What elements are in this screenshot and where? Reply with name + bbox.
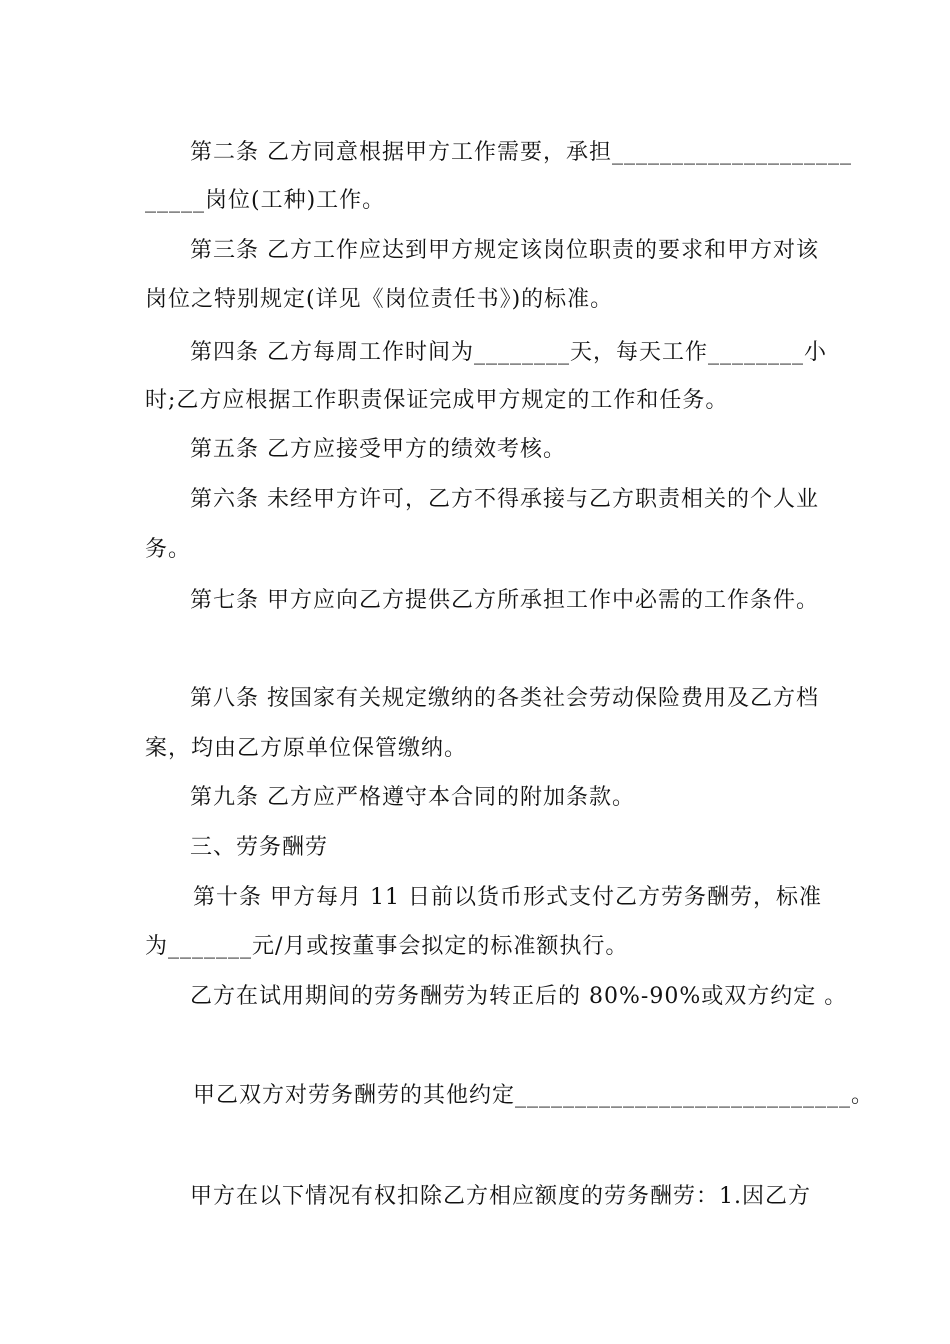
article-5-line: 第五条 乙方应接受甲方的绩效考核。 bbox=[190, 437, 566, 462]
article-6-line-1: 第六条 未经甲方许可，乙方不得承接与乙方职责相关的个人业 bbox=[190, 487, 819, 512]
article-4-line-1: 第四条 乙方每周工作时间为________天，每天工作________小 bbox=[190, 340, 827, 365]
article-3-line-2: 岗位之特别规定(详见《岗位责任书》)的标准。 bbox=[145, 287, 614, 312]
article-8-line-1: 第八条 按国家有关规定缴纳的各类社会劳动保险费用及乙方档 bbox=[190, 686, 819, 711]
deduction-line: 甲方在以下情况有权扣除乙方相应额度的劳务酬劳：1.因乙方 bbox=[190, 1184, 811, 1209]
article-6-line-2: 务。 bbox=[145, 537, 192, 562]
article-4-line-2: 时;乙方应根据工作职责保证完成甲方规定的工作和任务。 bbox=[145, 388, 729, 413]
section-3-heading: 三、劳务酬劳 bbox=[190, 835, 329, 860]
article-10-line-1: 第十条 甲方每月 11 日前以货币形式支付乙方劳务酬劳，标准 bbox=[193, 885, 822, 910]
article-2-line-1: 第二条 乙方同意根据甲方工作需要，承担____________________ bbox=[190, 140, 852, 165]
article-10-line-2: 为_______元/月或按董事会拟定的标准额执行。 bbox=[145, 934, 629, 959]
article-2-line-2: _____岗位(工种)工作。 bbox=[145, 188, 386, 213]
probation-pay-line: 乙方在试用期间的劳务酬劳为转正后的 80%-90%或双方约定 。 bbox=[190, 984, 848, 1009]
article-7-line: 第七条 甲方应向乙方提供乙方所承担工作中必需的工作条件。 bbox=[190, 588, 819, 613]
other-agreement-line: 甲乙双方对劳务酬劳的其他约定____________________________。 bbox=[193, 1083, 875, 1108]
article-8-line-2: 案，均由乙方原单位保管缴纳。 bbox=[145, 736, 468, 761]
article-3-line-1: 第三条 乙方工作应达到甲方规定该岗位职责的要求和甲方对该 bbox=[190, 238, 819, 263]
article-9-line: 第九条 乙方应严格遵守本合同的附加条款。 bbox=[190, 785, 635, 810]
